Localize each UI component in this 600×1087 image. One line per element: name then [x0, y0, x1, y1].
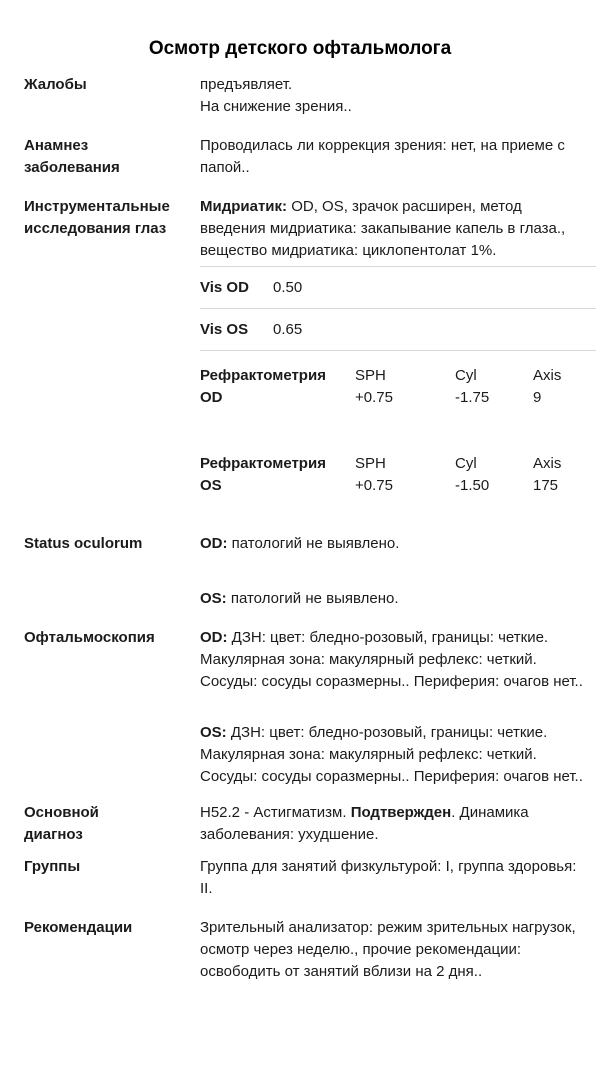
diagnosis-code-text: H52.2 - Астигматизм. [200, 804, 351, 821]
complaints-line: предъявляет. [200, 76, 293, 93]
instrumental-label-line: исследования глаз [24, 220, 167, 237]
ophthalmoscopy-os-line [200, 722, 596, 744]
mydriatic-line: вещество мидриатика: циклопентолат 1%. [200, 242, 497, 259]
refractometry-od-cyl-column [455, 365, 533, 409]
recommendations-label: Рекомендации [24, 919, 133, 936]
section-complaints [24, 74, 596, 118]
anamnesis-label-line: заболевания [24, 159, 120, 176]
ophthalmoscopy-od-prefix: OD: [200, 629, 228, 646]
recommendations-line: освободить от занятий вблизи на 2 дня.. [200, 963, 483, 980]
vis-os-row [200, 309, 596, 350]
anamnesis-value [200, 135, 596, 179]
diagnosis-label-line: Основной [24, 804, 99, 821]
mydriatic-line [200, 196, 596, 218]
instrumental-value [200, 196, 596, 497]
ophthalmoscopy-os-line: Сосуды: сосуды соразмерны.. Периферия: очагов нет.. [200, 768, 583, 785]
vis-os-label: Vis OS [200, 321, 249, 338]
divider [200, 350, 596, 351]
status-os-line [200, 588, 596, 610]
ophthalmoscopy-label: Офтальмоскопия [24, 629, 155, 646]
diagnosis-confirmed-text: Подтвержден [350, 804, 452, 821]
refractometry-os-cyl-column [455, 453, 533, 497]
page-title: Осмотр детского офтальмолога [148, 38, 452, 59]
mydriatic-text: OD, OS, зрачок расширен, метод [291, 198, 522, 215]
ophthalmoscopy-od-line: Макулярная зона: макулярный рефлекс: четкий. [200, 651, 537, 668]
vis-od-label: Vis OD [200, 279, 249, 296]
section-status-oculorum [24, 533, 596, 610]
refractometry-os-label-line: Рефрактометрия [200, 455, 326, 472]
refractometry-os-axis-column [533, 453, 596, 497]
refractometry-od-label [200, 365, 355, 409]
mydriatic-prefix: Мидриатик: [200, 198, 288, 215]
status-oculorum-label: Status oculorum [24, 535, 143, 552]
sph-value: +0.75 [355, 477, 393, 494]
refractometry-os-sph-column [355, 453, 455, 497]
anamnesis-line: папой.. [200, 159, 250, 176]
section-diagnosis [24, 802, 596, 846]
refractometry-os-label-line: OS [200, 477, 222, 494]
cyl-header: Cyl [455, 367, 477, 384]
instrumental-label-line: Инструментальные [24, 198, 170, 215]
cyl-value: -1.50 [455, 477, 490, 494]
ophthalmoscopy-os-line: Макулярная зона: макулярный рефлекс: четкий. [200, 746, 537, 763]
refractometry-od-label-line: Рефрактометрия [200, 367, 326, 384]
refractometry-od-axis-column [533, 365, 596, 409]
sph-header: SPH [355, 455, 386, 472]
groups-label: Группы [24, 858, 81, 875]
status-os-prefix: OS: [200, 590, 227, 607]
ophthalmoscopy-od-block [200, 627, 596, 693]
ophthalmoscopy-os-prefix: OS: [200, 724, 227, 741]
sph-header: SPH [355, 367, 386, 384]
vis-od-row [200, 267, 596, 308]
refractometry-os-label [200, 453, 355, 497]
diagnosis-line: заболевания: ухудшение. [200, 826, 379, 843]
section-instrumental [24, 196, 596, 497]
section-recommendations [24, 917, 596, 983]
refractometry-os-table [200, 453, 596, 497]
axis-value: 175 [533, 477, 559, 494]
groups-line: II. [200, 880, 213, 897]
status-od-prefix: OD: [200, 535, 228, 552]
diagnosis-dynamics-text: . Динамика [451, 804, 529, 821]
ophthalmoscopy-value [200, 627, 596, 788]
axis-header: Axis [533, 367, 562, 384]
diagnosis-line [200, 802, 596, 824]
anamnesis-label [24, 135, 200, 179]
recommendations-value [200, 917, 596, 983]
ophthalmoscopy-od-line: Сосуды: сосуды соразмерны.. Периферия: очагов нет.. [200, 673, 583, 690]
recommendations-line: осмотр через неделю., прочие рекомендации: [200, 941, 521, 958]
document-body [0, 74, 600, 1043]
section-ophthalmoscopy [24, 627, 596, 788]
refractometry-od-label-line: OD [200, 389, 223, 406]
recommendations-line: Зрительный анализатор: режим зрительных нагрузок, [200, 919, 576, 936]
cyl-value: -1.75 [455, 389, 490, 406]
anamnesis-line: Проводилась ли коррекция зрения: нет, на приеме с [200, 137, 565, 154]
ophthalmoscopy-os-text: ДЗН: цвет: бледно-розовый, границы: четкие. [230, 724, 548, 741]
diagnosis-label [24, 802, 200, 846]
instrumental-label [24, 196, 200, 497]
sph-value: +0.75 [355, 389, 393, 406]
vis-os-value: 0.65 [273, 321, 303, 338]
status-od-text: патологий не выявлено. [231, 535, 400, 552]
status-oculorum-value [200, 533, 596, 610]
section-groups [24, 856, 596, 900]
ophthalmoscopy-od-line [200, 627, 596, 649]
groups-line: Группа для занятий физкультурой: I, группа здоровья: [200, 858, 577, 875]
refractometry-od-sph-column [355, 365, 455, 409]
status-os-text: патологий не выявлено. [230, 590, 399, 607]
diagnosis-value [200, 802, 596, 846]
complaints-label: Жалобы [24, 76, 87, 93]
mydriatic-line: введения мидриатика: закапывание капель в глаза., [200, 220, 566, 237]
section-anamnesis [24, 135, 596, 179]
refractometry-od-table [200, 365, 596, 409]
diagnosis-label-line: диагноз [24, 826, 83, 843]
ophthalmoscopy-od-text: ДЗН: цвет: бледно-розовый, границы: четкие. [231, 629, 549, 646]
axis-value: 9 [533, 389, 542, 406]
groups-value [200, 856, 596, 900]
anamnesis-label-line: Анамнез [24, 137, 89, 154]
axis-header: Axis [533, 455, 562, 472]
cyl-header: Cyl [455, 455, 477, 472]
vis-od-value: 0.50 [273, 279, 303, 296]
status-od-line [200, 533, 596, 555]
complaints-value [200, 74, 596, 118]
complaints-line: На снижение зрения.. [200, 98, 352, 115]
ophthalmoscopy-os-block [200, 722, 596, 788]
document [0, 38, 600, 1043]
